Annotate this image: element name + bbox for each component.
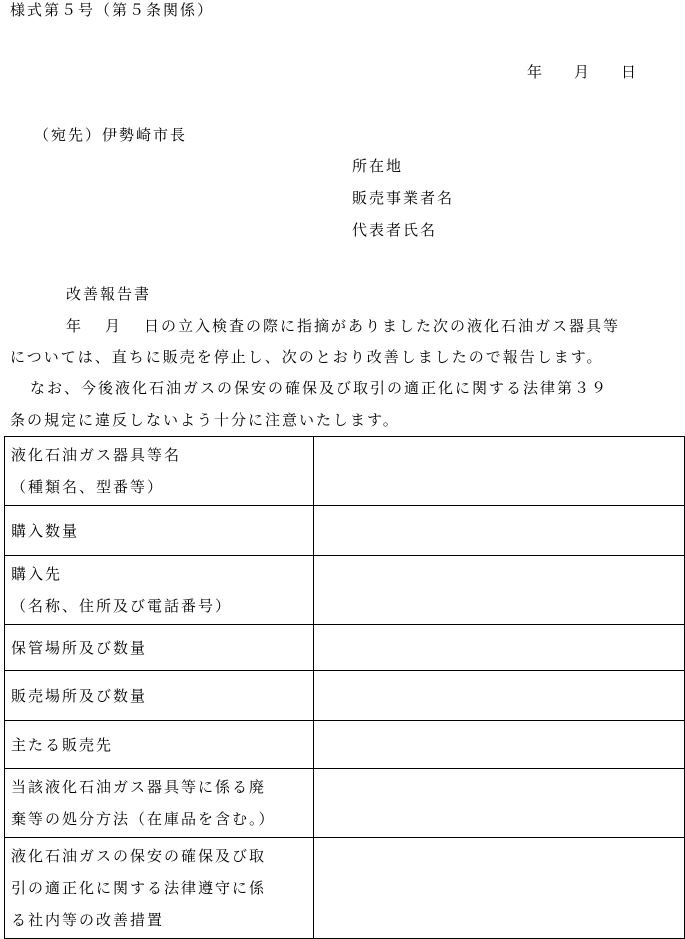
business-name-label: 販売事業者名	[352, 189, 455, 207]
body-line-3: なお、今後液化石油ガスの保安の確保及び取引の適正化に関する法律第３９	[30, 379, 609, 397]
row-label-line: （名称、住所及び電話番号）	[11, 597, 233, 615]
row-label-line: る社内等の改善措置	[11, 911, 165, 929]
row-label	[5, 671, 314, 721]
row-value-field[interactable]	[314, 769, 685, 838]
address-label: 所在地	[352, 157, 404, 175]
table-row	[5, 671, 685, 721]
row-label	[5, 625, 314, 671]
inspection-year: 年	[66, 317, 84, 335]
row-label-line: 当該液化石油ガス器具等に係る廃	[11, 778, 267, 796]
row-label-line: 引の適正化に関する法律遵守に係	[11, 879, 267, 897]
row-label	[5, 721, 314, 769]
row-label-line: 棄等の処分方法（在庫品を含む。）	[11, 810, 276, 828]
row-label-line: 購入先	[11, 565, 63, 583]
row-value-field[interactable]	[314, 625, 685, 671]
date-line	[527, 62, 638, 82]
row-value-field[interactable]	[314, 838, 685, 939]
row-label-line: 購入数量	[11, 521, 80, 540]
row-label	[5, 556, 314, 625]
row-label-line: 液化石油ガス器具等名	[11, 446, 182, 464]
row-value-field[interactable]	[314, 671, 685, 721]
row-value-field[interactable]	[314, 556, 685, 625]
row-value-field[interactable]	[314, 721, 685, 769]
row-label-line: 液化石油ガスの保安の確保及び取	[11, 847, 267, 865]
addressee: （宛先）伊勢崎市長	[34, 126, 188, 144]
row-label-line: 保管場所及び数量	[11, 638, 148, 657]
report-table	[4, 436, 685, 939]
body-line-1-text: 日の立入検査の際に指摘がありました次の液化石油ガス器具等	[144, 317, 621, 335]
document-title: 改善報告書	[66, 285, 152, 303]
table-row	[5, 721, 685, 769]
inspection-month: 月	[105, 317, 123, 335]
representative-label: 代表者氏名	[352, 221, 438, 239]
row-label-line: 販売場所及び数量	[11, 686, 148, 705]
form-number: 様式第５号（第５条関係）	[10, 1, 215, 19]
body-line-2: については、直ちに販売を停止し、次のとおり改善しましたので報告します。	[10, 348, 604, 366]
row-label-line: （種類名、型番等）	[11, 478, 165, 496]
table-row	[5, 506, 685, 556]
row-label-line: 主たる販売先	[11, 735, 114, 754]
report-table-body	[5, 437, 685, 939]
body-line-1	[66, 316, 620, 336]
body-line-4: 条の規定に違反しないよう十分に注意いたします。	[10, 411, 400, 429]
table-row	[5, 838, 685, 939]
table-row	[5, 556, 685, 625]
row-value-field[interactable]	[314, 437, 685, 506]
date-month: 月	[574, 63, 592, 81]
row-label	[5, 506, 314, 556]
row-value-field[interactable]	[314, 506, 685, 556]
table-row	[5, 625, 685, 671]
table-row	[5, 769, 685, 838]
row-label	[5, 769, 314, 838]
date-day: 日	[621, 63, 639, 81]
row-label	[5, 437, 314, 506]
date-year: 年	[527, 63, 545, 81]
row-label	[5, 838, 314, 939]
table-row	[5, 437, 685, 506]
